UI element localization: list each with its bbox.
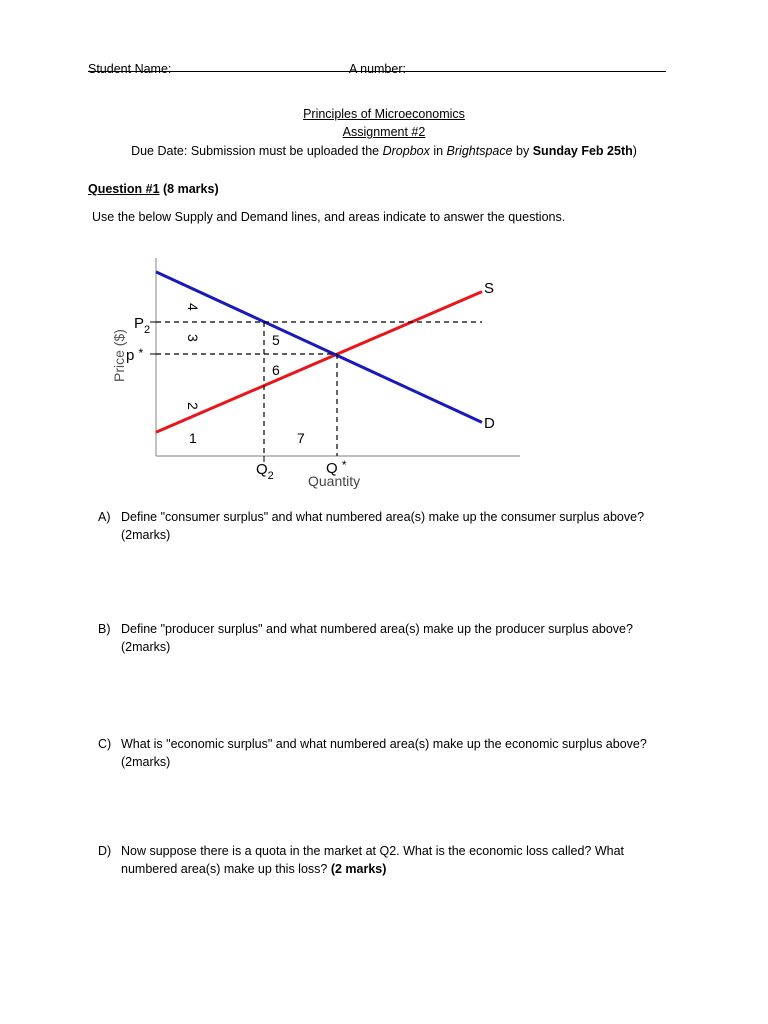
supply-demand-chart <box>100 248 530 498</box>
assignment-title-text: Assignment #2 <box>342 125 426 139</box>
supply-line <box>156 292 482 433</box>
question-marks: (8 marks) <box>159 182 219 196</box>
assignment-title <box>0 123 768 141</box>
student-name-label: Student Name: <box>88 62 172 76</box>
question-c-text: What is "economic surplus" and what numbered area(s) make up the economic surplus above? <box>121 737 647 751</box>
question-d-letter: D) <box>98 844 112 858</box>
demand-label: D <box>484 415 495 432</box>
chart-lines <box>156 272 482 432</box>
question-c-letter: C) <box>98 737 112 751</box>
area-label-5: 5 <box>272 332 280 348</box>
question-d-marks-pre: numbered area(s) make up this loss? <box>121 862 331 876</box>
question-b-text: Define "producer surplus" and what numbered area(s) make up the producer surplus above? <box>121 622 633 636</box>
question-instruction: Use the below Supply and Demand lines, and areas indicate to answer the questions. <box>92 210 566 224</box>
due-dropbox: Dropbox <box>382 144 430 158</box>
question-d <box>121 842 681 878</box>
course-title-text: Principles of Microeconomics <box>303 107 465 121</box>
question-a-marks: (2marks) <box>121 528 171 542</box>
x-axis-title: Quantity <box>308 473 361 489</box>
question-c <box>121 735 681 771</box>
qstar-label: Q * <box>326 458 347 477</box>
due-date: Sunday Feb 25th <box>532 144 633 158</box>
pstar-label: p * <box>126 346 144 364</box>
area-label-2: 2 <box>185 402 201 410</box>
due-brightspace: Brightspace <box>446 144 513 158</box>
question-a <box>121 508 681 544</box>
area-label-7: 7 <box>297 430 305 446</box>
area-label-6: 6 <box>272 362 280 378</box>
supply-label: S <box>484 280 495 297</box>
question-c-marks: (2marks) <box>121 755 171 769</box>
question-d-line2 <box>121 860 681 878</box>
question-d-marks: (2 marks) <box>330 862 387 876</box>
due-close: ) <box>632 144 637 158</box>
due-date-line <box>0 142 768 160</box>
question-number: Question #1 <box>88 182 160 196</box>
question-b <box>121 620 681 656</box>
question-d-text: Now suppose there is a quota in the market at Q2. What is the economic loss called? What <box>121 844 625 858</box>
due-prefix: Due Date: Submission must be uploaded the <box>131 144 383 158</box>
p2-label: $P_2$ <box>134 315 151 336</box>
y-axis-title: Price ($) <box>111 329 127 382</box>
course-title <box>0 105 768 123</box>
question-a-text: Define "consumer surplus" and what numbered area(s) make up the consumer surplus above? <box>121 510 645 524</box>
area-label-4: 4 <box>185 303 201 311</box>
due-in: in <box>429 144 447 158</box>
due-by: by <box>512 144 533 158</box>
question-a-letter: A) <box>98 510 111 524</box>
question-heading <box>88 180 219 198</box>
demand-line <box>156 272 482 422</box>
a-number-label: A number: <box>349 62 406 76</box>
question-b-letter: B) <box>98 622 111 636</box>
question-b-marks: (2marks) <box>121 640 171 654</box>
q2-label: $Q_2$ <box>256 461 274 482</box>
area-label-3: 3 <box>185 334 201 342</box>
area-label-1: 1 <box>189 430 197 446</box>
